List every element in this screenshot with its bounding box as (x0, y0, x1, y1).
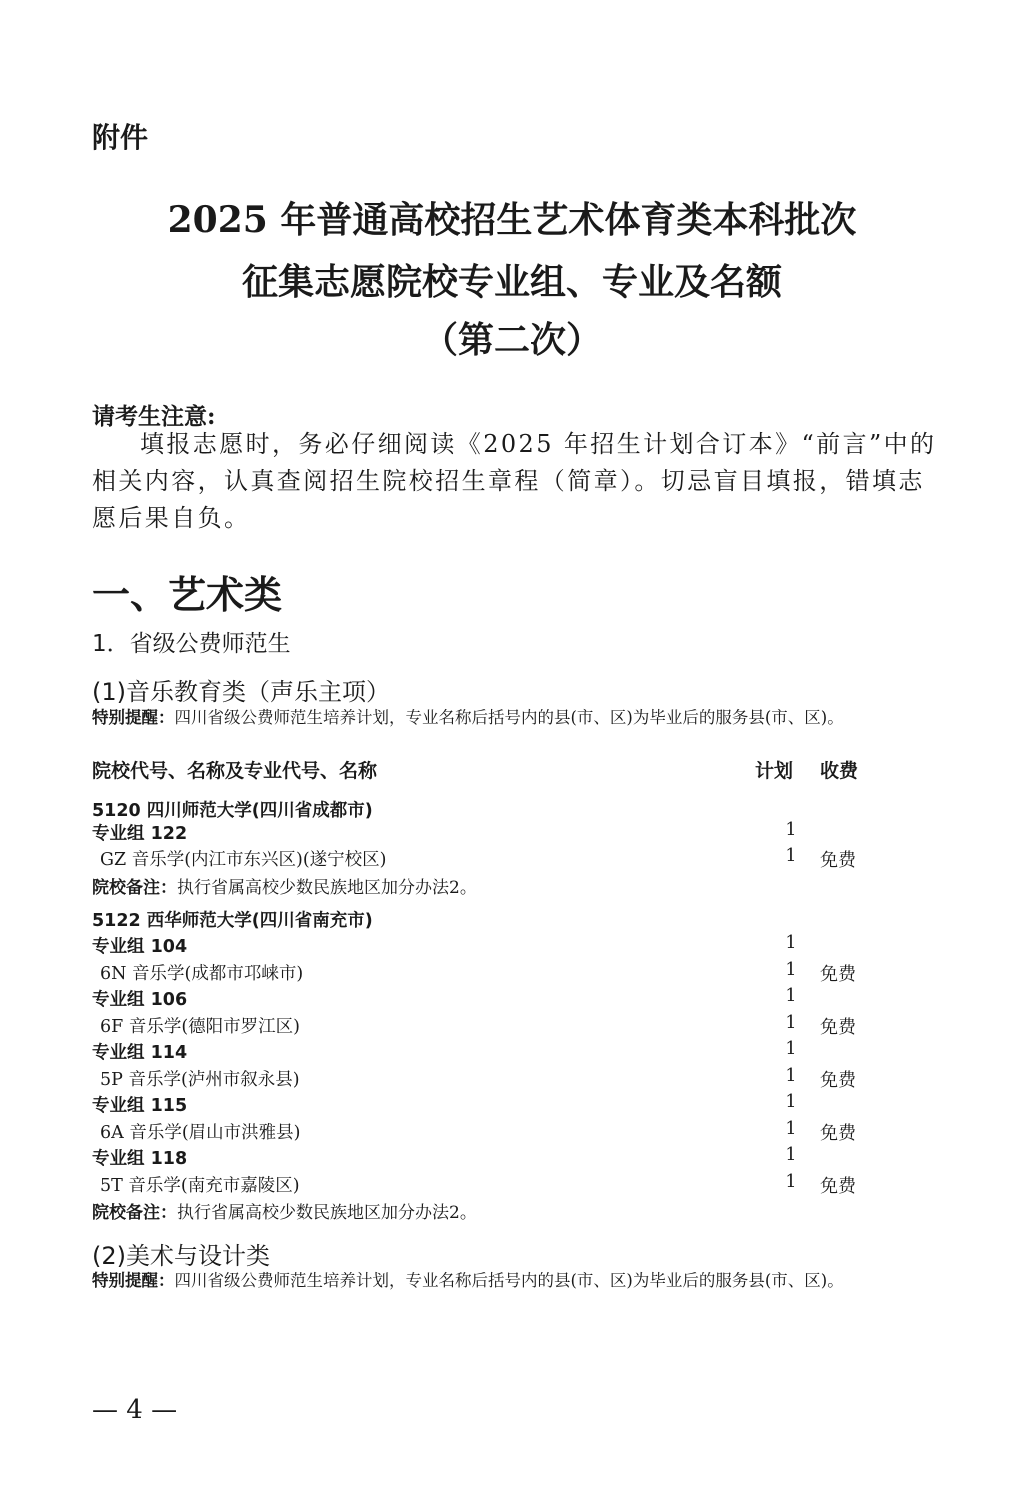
plan-count: 1 (785, 1092, 797, 1112)
plan-count: 1 (785, 1145, 797, 1165)
column-header-plan: 计划 (755, 760, 794, 782)
major-row: 5T 音乐学(南充市嘉陵区) (100, 1176, 300, 1196)
reminder-text: 四川省级公费师范生培养计划，专业名称后括号内的县(市、区)为毕业后的服务县(市、区)。 (174, 1271, 844, 1290)
plan-count: 1 (785, 986, 797, 1006)
reminder-label: 特别提醒： (92, 708, 175, 727)
school-note (92, 1198, 477, 1223)
notice-heading: 请考生注意: (92, 403, 216, 430)
fee-value: 免费 (820, 1123, 856, 1144)
major-row: 6A 音乐学(眉山市洪雅县) (100, 1123, 301, 1143)
page-title-line-1: 2025 年普通高校招生艺术体育类本科批次 (167, 199, 857, 241)
plan-count: 1 (785, 1013, 797, 1033)
plan-count: 1 (785, 1066, 797, 1086)
reminder-text: 四川省级公费师范生培养计划，专业名称后括号内的县(市、区)为毕业后的服务县(市、区)。 (174, 708, 844, 727)
attachment-label: 附件 (92, 121, 149, 154)
column-header-name: 院校代号、名称及专业代号、名称 (92, 760, 378, 782)
reminder-label: 特别提醒： (92, 1271, 175, 1290)
major-group-row: 专业组 115 (92, 1096, 188, 1116)
school-note-label: 院校备注： (92, 1203, 177, 1223)
major-group-row: 专业组 114 (92, 1043, 188, 1063)
school-note (92, 873, 477, 898)
plan-count: 1 (785, 1039, 797, 1059)
page-number: — 4 — (92, 1395, 178, 1425)
school-note-text: 执行省属高校少数民族地区加分办法2。 (177, 878, 477, 898)
major-row: 5P 音乐学(泸州市叙永县) (100, 1070, 300, 1090)
fee-value: 免费 (820, 1070, 856, 1091)
major-row: GZ 音乐学(内江市东兴区)(遂宁校区) (100, 850, 387, 870)
plan-count: 1 (785, 846, 797, 866)
major-group-row: 专业组 118 (92, 1149, 188, 1169)
plan-count: 1 (785, 1172, 797, 1192)
plan-count: 1 (785, 960, 797, 980)
school-note-label: 院校备注： (92, 878, 177, 898)
plan-count: 1 (785, 1119, 797, 1139)
school-row: 5122 西华师范大学(四川省南充市) (92, 911, 373, 931)
major-group-row: 专业组 104 (92, 937, 188, 957)
subsection-heading: 1．省级公费师范生 (92, 631, 291, 657)
fee-value: 免费 (820, 1176, 856, 1197)
column-header-fee: 收费 (820, 760, 859, 782)
plan-count: 1 (785, 933, 797, 953)
plan-count: 1 (785, 820, 797, 840)
notice-body: 填报志愿时，务必仔细阅读《2025 年招生计划合订本》“前言”中的相关内容，认真查阅招生院校招生章程（简章）。切忌盲目填报，错填志愿后果自负。 (92, 430, 937, 532)
fee-value: 免费 (820, 850, 856, 871)
special-reminder-art-design (92, 1268, 952, 1294)
major-group-row: 专业组 106 (92, 990, 188, 1010)
major-group-row: 专业组 122 (92, 824, 188, 844)
page-title-line-3: （第二次） (421, 319, 602, 361)
category-heading-music: (1)音乐教育类（声乐主项） (92, 678, 390, 706)
page-title-line-2: 征集志愿院校专业组、专业及名额 (241, 261, 782, 303)
school-row: 5120 四川师范大学(四川省成都市) (92, 801, 373, 821)
fee-value: 免费 (820, 964, 856, 985)
fee-value: 免费 (820, 1017, 856, 1038)
school-note-text: 执行省属高校少数民族地区加分办法2。 (177, 1203, 477, 1223)
category-heading-art-design: (2)美术与设计类 (92, 1242, 270, 1270)
major-row: 6N 音乐学(成都市邛崃市) (100, 964, 304, 984)
major-row: 6F 音乐学(德阳市罗江区) (100, 1017, 300, 1037)
section-heading-art: 一、艺术类 (92, 573, 283, 617)
special-reminder-music (92, 705, 952, 731)
